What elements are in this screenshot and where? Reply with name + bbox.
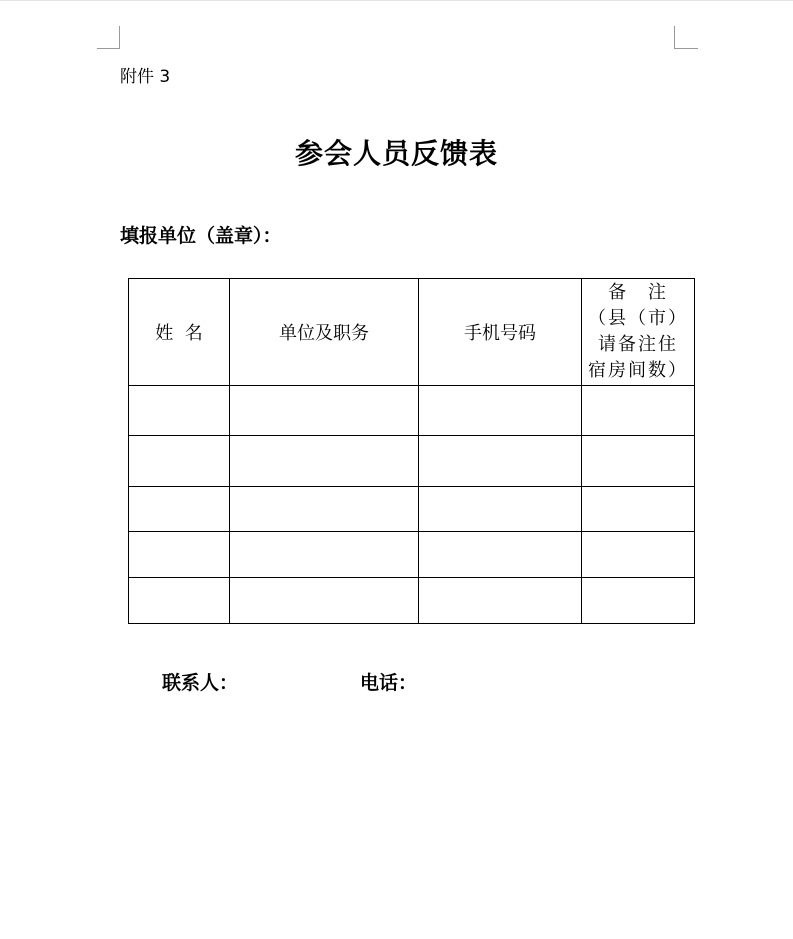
table-row <box>129 578 695 624</box>
table-row <box>129 386 695 436</box>
header-remark-line1: （县（市） <box>588 308 688 329</box>
cell-remark[interactable] <box>582 578 695 624</box>
header-name: 姓 名 <box>129 279 230 386</box>
attachment-label: 附件 3 <box>120 67 171 87</box>
cell-remark[interactable] <box>582 386 695 436</box>
cell-unit-position[interactable] <box>230 436 419 487</box>
cell-unit-position[interactable] <box>230 532 419 578</box>
attendee-feedback-table <box>128 278 695 624</box>
cell-unit-position[interactable] <box>230 578 419 624</box>
cell-name[interactable] <box>129 578 230 624</box>
cell-phone[interactable] <box>419 386 582 436</box>
margin-marker-top-right <box>674 26 675 48</box>
cell-unit-position[interactable] <box>230 386 419 436</box>
table-row <box>129 436 695 487</box>
contact-person-label: 联系人： <box>162 672 239 694</box>
cell-unit-position[interactable] <box>230 487 419 532</box>
header-remark-title: 备 注 <box>608 282 674 303</box>
cell-name[interactable] <box>129 436 230 487</box>
cell-remark[interactable] <box>582 532 695 578</box>
header-unit-position: 单位及职务 <box>230 279 419 386</box>
table-row <box>129 487 695 532</box>
document-title: 参会人员反馈表 <box>294 137 498 170</box>
cell-name[interactable] <box>129 487 230 532</box>
margin-marker-top-left <box>97 48 120 49</box>
cell-name[interactable] <box>129 532 230 578</box>
cell-phone[interactable] <box>419 436 582 487</box>
cell-name[interactable] <box>129 386 230 436</box>
cell-phone[interactable] <box>419 578 582 624</box>
contact-phone-label: 电话： <box>360 672 418 694</box>
table-header-row <box>129 279 695 386</box>
header-remark-line2: 请备注住 <box>598 334 678 355</box>
header-phone: 手机号码 <box>419 279 582 386</box>
cell-phone[interactable] <box>419 532 582 578</box>
margin-marker-top-right <box>674 48 698 49</box>
cell-remark[interactable] <box>582 436 695 487</box>
header-remark-line3: 宿房间数） <box>588 360 688 381</box>
header-remark <box>582 279 695 386</box>
cell-phone[interactable] <box>419 487 582 532</box>
cell-remark[interactable] <box>582 487 695 532</box>
reporting-unit-label: 填报单位（盖章）： <box>120 225 282 247</box>
margin-marker-top-left <box>119 26 120 48</box>
table-row <box>129 532 695 578</box>
